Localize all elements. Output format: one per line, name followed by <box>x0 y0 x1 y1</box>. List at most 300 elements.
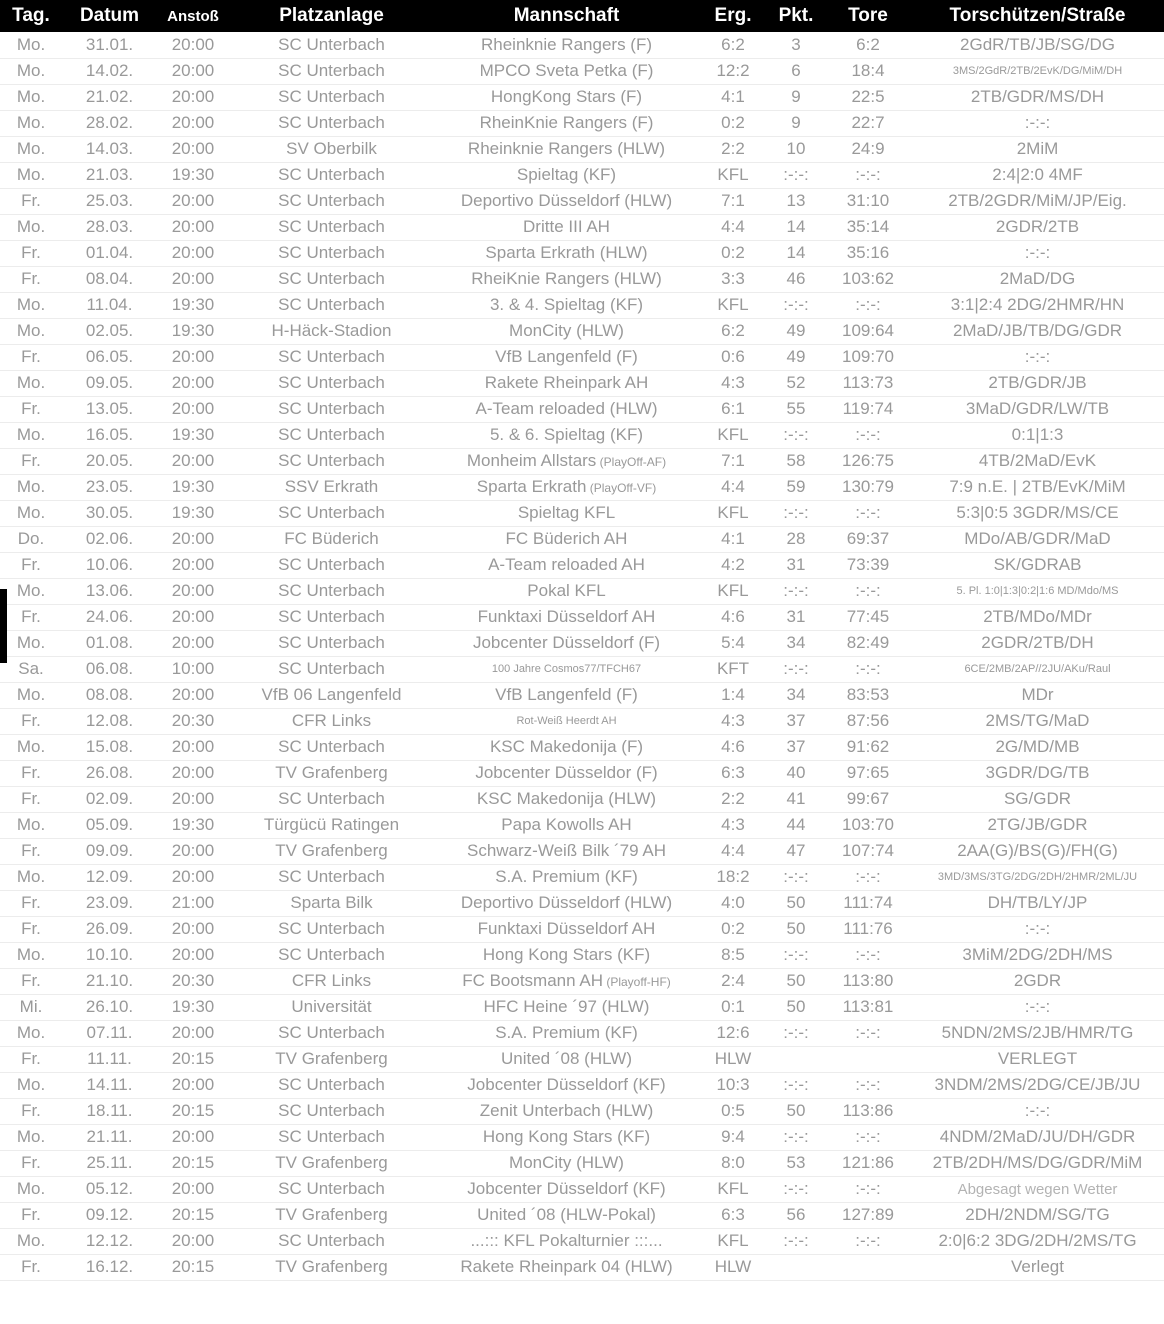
cell-mannschaft: Hong Kong Stars (KF) <box>434 942 699 968</box>
cell-ergebnis: 18:2 <box>699 864 767 890</box>
cell-tag: Mo. <box>0 1124 62 1150</box>
cell-platzanlage: SC Unterbach <box>229 1228 434 1254</box>
cell-platzanlage: SC Unterbach <box>229 162 434 188</box>
cell-tore: 113:81 <box>825 994 911 1020</box>
cell-mannschaft: MonCity (HLW) <box>434 318 699 344</box>
cell-punkte: 47 <box>767 838 825 864</box>
cell-mannschaft: Zenit Unterbach (HLW) <box>434 1098 699 1124</box>
cell-tore: 91:62 <box>825 734 911 760</box>
cell-tore: 87:56 <box>825 708 911 734</box>
cell-anstoss: 19:30 <box>157 318 229 344</box>
table-row <box>0 1150 1164 1176</box>
cell-anstoss: 10:00 <box>157 656 229 682</box>
cell-mannschaft: Sparta Erkrath (PlayOff-VF) <box>434 474 699 500</box>
cell-anstoss: 20:00 <box>157 136 229 162</box>
cell-tag: Mo. <box>0 318 62 344</box>
cell-mannschaft: 100 Jahre Cosmos77/TFCH67 <box>434 656 699 682</box>
left-edge-mark <box>0 589 7 663</box>
cell-datum: 05.12. <box>62 1176 157 1202</box>
cell-tore: :-:-: <box>825 162 911 188</box>
cell-tore: 103:70 <box>825 812 911 838</box>
cell-punkte: 9 <box>767 110 825 136</box>
cell-punkte: 49 <box>767 318 825 344</box>
cell-tore: :-:-: <box>825 656 911 682</box>
cell-mannschaft: KSC Makedonija (F) <box>434 734 699 760</box>
cell-ergebnis: 4:1 <box>699 526 767 552</box>
cell-punkte: :-:-: <box>767 942 825 968</box>
cell-platzanlage: SC Unterbach <box>229 578 434 604</box>
cell-punkte: :-:-: <box>767 1228 825 1254</box>
cell-tag: Fr. <box>0 916 62 942</box>
cell-mannschaft: HFC Heine ´97 (HLW) <box>434 994 699 1020</box>
cell-anstoss: 20:00 <box>157 58 229 84</box>
cell-tag: Fr. <box>0 396 62 422</box>
cell-tag: Fr. <box>0 890 62 916</box>
table-row <box>0 526 1164 552</box>
col-header-mannschaft: Mannschaft <box>434 0 699 32</box>
cell-ergebnis: 4:6 <box>699 734 767 760</box>
cell-datum: 09.12. <box>62 1202 157 1228</box>
cell-tag: Mo. <box>0 734 62 760</box>
cell-torschuetzen: Verlegt <box>911 1254 1164 1280</box>
table-row <box>0 812 1164 838</box>
cell-tag: Do. <box>0 526 62 552</box>
cell-punkte: 56 <box>767 1202 825 1228</box>
table-row <box>0 708 1164 734</box>
cell-datum: 26.10. <box>62 994 157 1020</box>
cell-datum: 26.09. <box>62 916 157 942</box>
cell-ergebnis: 0:2 <box>699 110 767 136</box>
cell-torschuetzen: 0:1|1:3 <box>911 422 1164 448</box>
cell-tore: 82:49 <box>825 630 911 656</box>
cell-datum: 23.05. <box>62 474 157 500</box>
cell-tore: :-:-: <box>825 1072 911 1098</box>
cell-punkte: 58 <box>767 448 825 474</box>
cell-tag: Fr. <box>0 1150 62 1176</box>
cell-punkte: 50 <box>767 968 825 994</box>
cell-ergebnis: 4:3 <box>699 370 767 396</box>
cell-mannschaft: VfB Langenfeld (F) <box>434 344 699 370</box>
cell-ergebnis: 6:1 <box>699 396 767 422</box>
cell-datum: 21.03. <box>62 162 157 188</box>
cell-ergebnis: 0:2 <box>699 916 767 942</box>
cell-datum: 11.04. <box>62 292 157 318</box>
cell-punkte: :-:-: <box>767 162 825 188</box>
cell-ergebnis: 4:4 <box>699 214 767 240</box>
cell-torschuetzen: :-:-: <box>911 994 1164 1020</box>
cell-anstoss: 20:00 <box>157 1072 229 1098</box>
cell-platzanlage: SC Unterbach <box>229 188 434 214</box>
cell-mannschaft: Dritte III AH <box>434 214 699 240</box>
cell-anstoss: 19:30 <box>157 500 229 526</box>
cell-mannschaft: FC Büderich AH <box>434 526 699 552</box>
cell-platzanlage: CFR Links <box>229 708 434 734</box>
cell-punkte: :-:-: <box>767 500 825 526</box>
cell-punkte: 55 <box>767 396 825 422</box>
cell-tore <box>825 1046 911 1072</box>
col-header-tore: Tore <box>825 0 911 32</box>
cell-punkte: 53 <box>767 1150 825 1176</box>
cell-anstoss: 20:00 <box>157 370 229 396</box>
cell-datum: 23.09. <box>62 890 157 916</box>
table-row <box>0 422 1164 448</box>
cell-datum: 25.11. <box>62 1150 157 1176</box>
cell-punkte: 31 <box>767 552 825 578</box>
cell-datum: 12.08. <box>62 708 157 734</box>
cell-tore: :-:-: <box>825 1124 911 1150</box>
cell-tag: Mo. <box>0 292 62 318</box>
cell-punkte: 34 <box>767 682 825 708</box>
cell-ergebnis: 4:1 <box>699 84 767 110</box>
cell-punkte: 40 <box>767 760 825 786</box>
cell-datum: 02.05. <box>62 318 157 344</box>
cell-platzanlage: SC Unterbach <box>229 916 434 942</box>
cell-tore: 113:73 <box>825 370 911 396</box>
cell-platzanlage: FC Büderich <box>229 526 434 552</box>
cell-anstoss: 20:30 <box>157 708 229 734</box>
cell-ergebnis: KFL <box>699 162 767 188</box>
cell-anstoss: 20:00 <box>157 214 229 240</box>
table-row <box>0 994 1164 1020</box>
cell-punkte: 14 <box>767 240 825 266</box>
cell-datum: 21.11. <box>62 1124 157 1150</box>
cell-mannschaft: FC Bootsmann AH (Playoff-HF) <box>434 968 699 994</box>
cell-mannschaft: Rakete Rheinpark AH <box>434 370 699 396</box>
cell-tag: Mo. <box>0 58 62 84</box>
cell-ergebnis: 0:2 <box>699 240 767 266</box>
cell-punkte: 49 <box>767 344 825 370</box>
cell-datum: 12.09. <box>62 864 157 890</box>
header-row <box>0 0 1164 32</box>
table-body <box>0 32 1164 1280</box>
cell-anstoss: 19:30 <box>157 474 229 500</box>
cell-tore: :-:-: <box>825 500 911 526</box>
cell-platzanlage: TV Grafenberg <box>229 838 434 864</box>
table-row <box>0 1020 1164 1046</box>
cell-torschuetzen: 4NDM/2MaD/JU/DH/GDR <box>911 1124 1164 1150</box>
cell-mannschaft: Deportivo Düsseldorf (HLW) <box>434 890 699 916</box>
cell-torschuetzen: 2GDR/2TB/DH <box>911 630 1164 656</box>
cell-datum: 01.08. <box>62 630 157 656</box>
cell-ergebnis: 5:4 <box>699 630 767 656</box>
cell-ergebnis: 6:3 <box>699 760 767 786</box>
cell-tore: 22:7 <box>825 110 911 136</box>
cell-datum: 20.05. <box>62 448 157 474</box>
cell-tore: :-:-: <box>825 1176 911 1202</box>
cell-platzanlage: SC Unterbach <box>229 1124 434 1150</box>
table-row <box>0 760 1164 786</box>
table-row <box>0 214 1164 240</box>
cell-datum: 31.01. <box>62 32 157 58</box>
cell-anstoss: 20:00 <box>157 682 229 708</box>
cell-mannschaft: S.A. Premium (KF) <box>434 864 699 890</box>
cell-tore: 109:70 <box>825 344 911 370</box>
cell-anstoss: 19:30 <box>157 994 229 1020</box>
cell-platzanlage: CFR Links <box>229 968 434 994</box>
cell-ergebnis: 10:3 <box>699 1072 767 1098</box>
table-row <box>0 838 1164 864</box>
cell-anstoss: 20:00 <box>157 344 229 370</box>
cell-mannschaft: 3. & 4. Spieltag (KF) <box>434 292 699 318</box>
cell-tore: 18:4 <box>825 58 911 84</box>
cell-datum: 12.12. <box>62 1228 157 1254</box>
cell-torschuetzen: 2G/MD/MB <box>911 734 1164 760</box>
cell-tore: 109:64 <box>825 318 911 344</box>
cell-datum: 28.03. <box>62 214 157 240</box>
cell-torschuetzen: 3GDR/DG/TB <box>911 760 1164 786</box>
cell-ergebnis: KFL <box>699 578 767 604</box>
col-header-platzanlage: Platzanlage <box>229 0 434 32</box>
cell-mannschaft: ...::: KFL Pokalturnier :::... <box>434 1228 699 1254</box>
cell-ergebnis: 12:6 <box>699 1020 767 1046</box>
cell-platzanlage: TV Grafenberg <box>229 1202 434 1228</box>
cell-mannschaft: MPCO Sveta Petka (F) <box>434 58 699 84</box>
cell-torschuetzen: 5:3|0:5 3GDR/MS/CE <box>911 500 1164 526</box>
cell-platzanlage: SC Unterbach <box>229 1098 434 1124</box>
cell-anstoss: 20:00 <box>157 110 229 136</box>
cell-torschuetzen: 2DH/2NDM/SG/TG <box>911 1202 1164 1228</box>
cell-ergebnis: 1:4 <box>699 682 767 708</box>
table-row <box>0 942 1164 968</box>
cell-platzanlage: Universität <box>229 994 434 1020</box>
cell-tore: 119:74 <box>825 396 911 422</box>
table-row <box>0 786 1164 812</box>
cell-torschuetzen: 2MaD/DG <box>911 266 1164 292</box>
cell-ergebnis: 4:3 <box>699 812 767 838</box>
cell-ergebnis: 0:1 <box>699 994 767 1020</box>
cell-mannschaft: A-Team reloaded AH <box>434 552 699 578</box>
cell-mannschaft: VfB Langenfeld (F) <box>434 682 699 708</box>
cell-torschuetzen: 2TB/2GDR/MiM/JP/Eig. <box>911 188 1164 214</box>
cell-tore: 35:16 <box>825 240 911 266</box>
cell-ergebnis: KFL <box>699 422 767 448</box>
cell-tag: Mo. <box>0 84 62 110</box>
cell-punkte: 10 <box>767 136 825 162</box>
cell-anstoss: 19:30 <box>157 292 229 318</box>
cell-platzanlage: SC Unterbach <box>229 240 434 266</box>
cell-ergebnis: KFT <box>699 656 767 682</box>
team-name-suffix: (PlayOff-AF) <box>596 455 667 469</box>
cell-tag: Mo. <box>0 370 62 396</box>
cell-punkte: :-:-: <box>767 422 825 448</box>
cell-tag: Mo. <box>0 1072 62 1098</box>
cell-platzanlage: SC Unterbach <box>229 942 434 968</box>
cell-tore: 127:89 <box>825 1202 911 1228</box>
cell-ergebnis: 9:4 <box>699 1124 767 1150</box>
cell-torschuetzen: MDr <box>911 682 1164 708</box>
cell-mannschaft: Sparta Erkrath (HLW) <box>434 240 699 266</box>
cell-anstoss: 19:30 <box>157 422 229 448</box>
cell-mannschaft: United ´08 (HLW-Pokal) <box>434 1202 699 1228</box>
cell-ergebnis: 4:4 <box>699 838 767 864</box>
cell-datum: 11.11. <box>62 1046 157 1072</box>
cell-anstoss: 20:15 <box>157 1150 229 1176</box>
cell-torschuetzen: 2:4|2:0 4MF <box>911 162 1164 188</box>
cell-punkte: 34 <box>767 630 825 656</box>
table-row <box>0 734 1164 760</box>
cell-datum: 25.03. <box>62 188 157 214</box>
cell-tag: Mo. <box>0 32 62 58</box>
cell-mannschaft: MonCity (HLW) <box>434 1150 699 1176</box>
cell-platzanlage: TV Grafenberg <box>229 1150 434 1176</box>
cell-torschuetzen: 2TB/GDR/JB <box>911 370 1164 396</box>
cell-tore: 6:2 <box>825 32 911 58</box>
cell-datum: 26.08. <box>62 760 157 786</box>
cell-tore: 97:65 <box>825 760 911 786</box>
cell-torschuetzen: 2GDR <box>911 968 1164 994</box>
cell-mannschaft: Rheinknie Rangers (F) <box>434 32 699 58</box>
cell-ergebnis: 7:1 <box>699 188 767 214</box>
cell-anstoss: 20:00 <box>157 604 229 630</box>
cell-platzanlage: SC Unterbach <box>229 448 434 474</box>
cell-platzanlage: TV Grafenberg <box>229 760 434 786</box>
cell-punkte: 13 <box>767 188 825 214</box>
cell-datum: 14.11. <box>62 1072 157 1098</box>
cell-anstoss: 20:00 <box>157 864 229 890</box>
cell-torschuetzen: 2MS/TG/MaD <box>911 708 1164 734</box>
cell-anstoss: 20:00 <box>157 448 229 474</box>
cell-mannschaft: KSC Makedonija (HLW) <box>434 786 699 812</box>
cell-ergebnis: 0:5 <box>699 1098 767 1124</box>
table-row <box>0 968 1164 994</box>
cell-platzanlage: SV Oberbilk <box>229 136 434 162</box>
cell-mannschaft: RheinKnie Rangers (F) <box>434 110 699 136</box>
cell-tag: Mo. <box>0 110 62 136</box>
cell-datum: 13.05. <box>62 396 157 422</box>
cell-platzanlage: SC Unterbach <box>229 552 434 578</box>
cell-datum: 18.11. <box>62 1098 157 1124</box>
cell-ergebnis: 8:5 <box>699 942 767 968</box>
table-row <box>0 1176 1164 1202</box>
cell-tore: :-:-: <box>825 1228 911 1254</box>
cell-platzanlage: SC Unterbach <box>229 604 434 630</box>
cell-tag: Fr. <box>0 1098 62 1124</box>
cell-datum: 02.06. <box>62 526 157 552</box>
table-row <box>0 32 1164 58</box>
cell-torschuetzen: :-:-: <box>911 1098 1164 1124</box>
cell-anstoss: 20:00 <box>157 838 229 864</box>
cell-tag: Mo. <box>0 1020 62 1046</box>
cell-mannschaft: Rakete Rheinpark 04 (HLW) <box>434 1254 699 1280</box>
cell-tag: Mo. <box>0 1228 62 1254</box>
cell-tore <box>825 1254 911 1280</box>
cell-mannschaft: Funktaxi Düsseldorf AH <box>434 916 699 942</box>
cell-punkte: :-:-: <box>767 1020 825 1046</box>
cell-tag: Sa. <box>0 656 62 682</box>
cell-datum: 09.09. <box>62 838 157 864</box>
cell-mannschaft: HongKong Stars (F) <box>434 84 699 110</box>
cell-tore: 111:74 <box>825 890 911 916</box>
cell-ergebnis: 4:0 <box>699 890 767 916</box>
cell-platzanlage: SC Unterbach <box>229 734 434 760</box>
table-row <box>0 110 1164 136</box>
table-row <box>0 292 1164 318</box>
table-row <box>0 188 1164 214</box>
cell-platzanlage: H-Häck-Stadion <box>229 318 434 344</box>
cell-tag: Mo. <box>0 474 62 500</box>
cell-mannschaft: Papa Kowolls AH <box>434 812 699 838</box>
cell-platzanlage: SC Unterbach <box>229 500 434 526</box>
table-row <box>0 1124 1164 1150</box>
cell-tore: 121:86 <box>825 1150 911 1176</box>
cell-tore: 107:74 <box>825 838 911 864</box>
cell-tag: Fr. <box>0 838 62 864</box>
col-header-anstoss: Anstoß <box>157 0 229 32</box>
cell-tag: Fr. <box>0 448 62 474</box>
cell-punkte: :-:-: <box>767 1176 825 1202</box>
cell-torschuetzen: 2:0|6:2 3DG/2DH/2MS/TG <box>911 1228 1164 1254</box>
cell-tag: Fr. <box>0 760 62 786</box>
cell-punkte: 3 <box>767 32 825 58</box>
cell-mannschaft: Spieltag (KF) <box>434 162 699 188</box>
table-row <box>0 318 1164 344</box>
cell-ergebnis: 0:6 <box>699 344 767 370</box>
cell-ergebnis: 8:0 <box>699 1150 767 1176</box>
cell-punkte: 37 <box>767 708 825 734</box>
table-row <box>0 266 1164 292</box>
cell-mannschaft: Funktaxi Düsseldorf AH <box>434 604 699 630</box>
cell-tore: 35:14 <box>825 214 911 240</box>
cell-ergebnis: KFL <box>699 500 767 526</box>
cell-anstoss: 19:30 <box>157 162 229 188</box>
cell-torschuetzen: 2AA(G)/BS(G)/FH(G) <box>911 838 1164 864</box>
cell-tag: Fr. <box>0 968 62 994</box>
cell-anstoss: 20:00 <box>157 396 229 422</box>
cell-tore: :-:-: <box>825 292 911 318</box>
col-header-tag: Tag. <box>0 0 62 32</box>
cell-mannschaft: Jobcenter Düsseldorf (KF) <box>434 1176 699 1202</box>
cell-torschuetzen: 2TB/MDo/MDr <box>911 604 1164 630</box>
table-row <box>0 448 1164 474</box>
cell-platzanlage: SC Unterbach <box>229 1176 434 1202</box>
cell-ergebnis: 2:2 <box>699 786 767 812</box>
col-header-ergebnis: Erg. <box>699 0 767 32</box>
cell-ergebnis: KFL <box>699 1176 767 1202</box>
cell-torschuetzen: 2TB/2DH/MS/DG/GDR/MiM <box>911 1150 1164 1176</box>
cell-torschuetzen: 3MiM/2DG/2DH/MS <box>911 942 1164 968</box>
cell-anstoss: 20:00 <box>157 578 229 604</box>
table-row <box>0 136 1164 162</box>
cell-ergebnis: 7:1 <box>699 448 767 474</box>
table-row <box>0 1228 1164 1254</box>
cell-tore: 69:37 <box>825 526 911 552</box>
table-row <box>0 604 1164 630</box>
team-name-suffix: (Playoff-HF) <box>602 975 671 989</box>
cell-ergebnis: 4:3 <box>699 708 767 734</box>
cell-platzanlage: SC Unterbach <box>229 344 434 370</box>
cell-datum: 21.10. <box>62 968 157 994</box>
cell-datum: 15.08. <box>62 734 157 760</box>
cell-tag: Mo. <box>0 162 62 188</box>
cell-mannschaft: Spieltag KFL <box>434 500 699 526</box>
cell-anstoss: 20:15 <box>157 1098 229 1124</box>
cell-mannschaft: Hong Kong Stars (KF) <box>434 1124 699 1150</box>
cell-punkte: 14 <box>767 214 825 240</box>
cell-tag: Fr. <box>0 708 62 734</box>
cell-tag: Fr. <box>0 552 62 578</box>
cell-tag: Fr. <box>0 1254 62 1280</box>
cell-torschuetzen: 2TB/GDR/MS/DH <box>911 84 1164 110</box>
cell-punkte: 50 <box>767 890 825 916</box>
cell-tore: 111:76 <box>825 916 911 942</box>
cell-torschuetzen: 5. Pl. 1:0|1:3|0:2|1:6 MD/Mdo/MS <box>911 578 1164 604</box>
cell-platzanlage: SC Unterbach <box>229 84 434 110</box>
cell-anstoss: 19:30 <box>157 812 229 838</box>
cell-torschuetzen: Abgesagt wegen Wetter <box>911 1176 1164 1202</box>
cell-tore: 83:53 <box>825 682 911 708</box>
cell-torschuetzen: SG/GDR <box>911 786 1164 812</box>
cell-datum: 30.05. <box>62 500 157 526</box>
